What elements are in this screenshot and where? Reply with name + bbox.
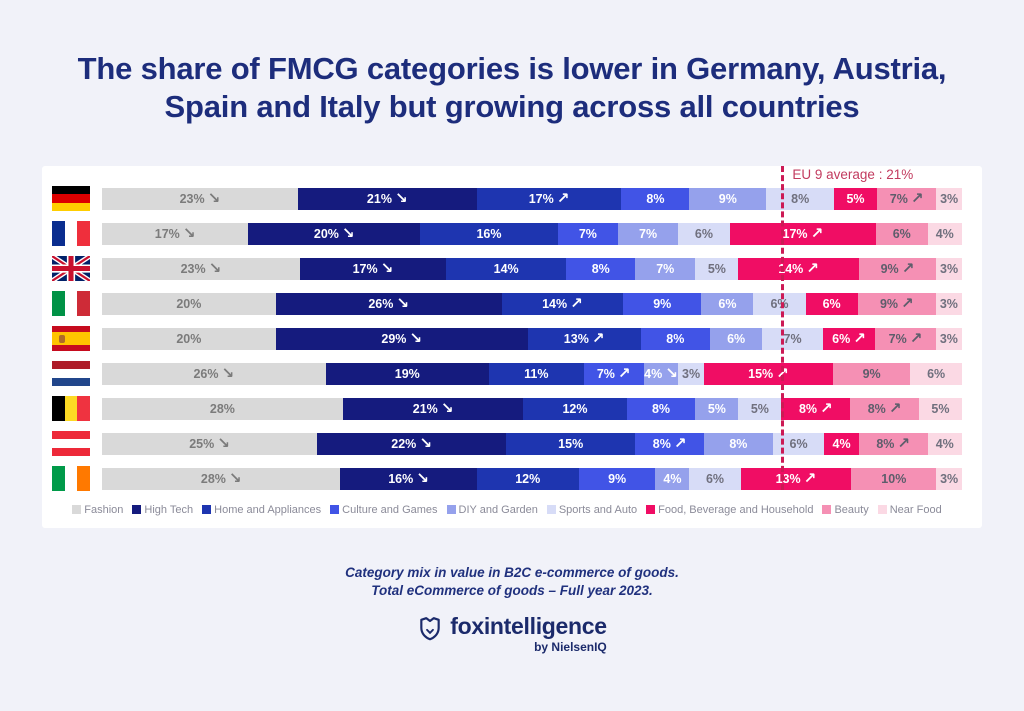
segment-diy-and-garden: 6%: [710, 328, 762, 350]
trend-up-icon: ↗: [909, 329, 923, 348]
footnote-line1: Category mix in value in B2C e-commerce of goods.: [345, 564, 679, 580]
stacked-bar-germany: [102, 188, 962, 210]
segment-fashion: 17% ↘: [102, 223, 248, 245]
segment-food-beverage-and-household: 14% ↗: [738, 258, 858, 280]
legend-label: DIY and Garden: [458, 503, 538, 516]
segment-home-and-appliances: 12%: [477, 468, 579, 490]
segment-culture-and-games: 9%: [623, 293, 701, 315]
trend-down-icon: ↘: [440, 399, 454, 418]
segment-beauty: 7% ↗: [875, 328, 936, 350]
segment-food-beverage-and-household: 6% ↗: [823, 328, 875, 350]
legend-swatch: [72, 505, 81, 514]
segment-diy-and-garden: 7%: [618, 223, 678, 245]
trend-up-icon: ↗: [617, 364, 631, 383]
legend-item-near-food: [878, 504, 942, 516]
segment-high-tech: 21% ↘: [343, 398, 524, 420]
segment-sports-and-auto: 6%: [689, 468, 740, 490]
eu-average-dashed-line: [781, 166, 784, 490]
flag-stripe: [52, 194, 90, 202]
flag-stripe: [52, 291, 65, 316]
segment-near-food: 3%: [936, 188, 962, 210]
flag-belgium-icon: [52, 396, 90, 421]
flag-united-kingdom-icon: [52, 256, 90, 281]
segment-fashion: 28%: [102, 398, 343, 420]
logo-text-block: [450, 614, 607, 654]
trend-up-icon: ↗: [901, 259, 915, 278]
legend-label: Beauty: [834, 503, 869, 516]
segment-fashion: 23% ↘: [102, 258, 300, 280]
flag-france-icon: [52, 221, 90, 246]
flag-stripe: [52, 221, 65, 246]
segment-home-and-appliances: 14%: [446, 258, 566, 280]
segment-diy-and-garden: 9%: [689, 188, 766, 210]
trend-up-icon: ↗: [810, 224, 824, 243]
trend-up-icon: ↗: [556, 189, 570, 208]
stacked-bar-italy: [102, 293, 962, 315]
trend-up-icon: ↗: [901, 294, 914, 313]
segment-culture-and-games: 7%: [558, 223, 618, 245]
segment-food-beverage-and-household: 5%: [834, 188, 877, 210]
segment-near-food: 3%: [936, 328, 962, 350]
chart-legend: [52, 504, 962, 516]
legend-item-diy-and-garden: [447, 504, 538, 516]
flag-stripe: [52, 448, 90, 456]
segment-culture-and-games: 8%: [566, 258, 635, 280]
flag-germany-icon: [52, 186, 90, 211]
legend-swatch: [330, 505, 339, 514]
legend-swatch: [132, 505, 141, 514]
flag-stripe: [52, 345, 90, 351]
trend-down-icon: ↘: [208, 259, 222, 278]
legend-label: Culture and Games: [342, 503, 438, 516]
flag-austria-icon: [52, 431, 90, 456]
legend-swatch: [202, 505, 211, 514]
segment-food-beverage-and-household: 8% ↗: [781, 398, 850, 420]
stacked-bar-austria: [102, 433, 962, 455]
trend-down-icon: ↘: [207, 189, 221, 208]
eu-average-label: EU 9 average : 21%: [792, 166, 914, 182]
stacked-bar-chart: [52, 166, 962, 490]
legend-swatch: [447, 505, 456, 514]
segment-beauty: 7% ↗: [877, 188, 937, 210]
flag-stripe: [52, 439, 90, 447]
segment-high-tech: 29% ↘: [276, 328, 528, 350]
segment-sports-and-auto: 6%: [678, 223, 730, 245]
segment-high-tech: 16% ↘: [340, 468, 476, 490]
trend-up-icon: ↗: [591, 329, 605, 348]
segment-near-food: 6%: [910, 363, 962, 385]
segment-beauty: 8% ↗: [859, 433, 928, 455]
segment-sports-and-auto: 5%: [738, 398, 781, 420]
segment-home-and-appliances: 14% ↗: [502, 293, 624, 315]
stacked-bar-spain: [102, 328, 962, 350]
trend-down-icon: ↘: [409, 329, 422, 348]
segment-beauty: 6%: [876, 223, 928, 245]
legend-swatch: [822, 505, 831, 514]
legend-item-beauty: [822, 504, 868, 516]
stacked-bar-united-kingdom: [102, 258, 962, 280]
segment-high-tech: 26% ↘: [276, 293, 502, 315]
trend-up-icon: ↗: [897, 434, 910, 453]
segment-fashion: 23% ↘: [102, 188, 298, 210]
segment-food-beverage-and-household: 6%: [806, 293, 858, 315]
segment-home-and-appliances: 11%: [489, 363, 584, 385]
trend-up-icon: ↗: [803, 469, 817, 488]
trend-down-icon: ↘: [416, 469, 429, 488]
flag-italy-icon: [52, 291, 90, 316]
country-row-germany: [52, 188, 962, 210]
flag-stripe: [52, 466, 65, 491]
trend-down-icon: ↘: [380, 259, 394, 278]
country-row-spain: [52, 328, 962, 350]
trend-down-icon: ↘: [394, 189, 408, 208]
trend-down-icon: ↘: [341, 224, 355, 243]
trend-up-icon: ↗: [776, 364, 789, 383]
segment-high-tech: 17% ↘: [300, 258, 446, 280]
segment-culture-and-games: 7% ↗: [584, 363, 644, 385]
flag-stripe: [52, 378, 90, 386]
flag-spain-icon: [52, 326, 90, 351]
segment-culture-and-games: 9%: [579, 468, 656, 490]
segment-diy-and-garden: 8%: [704, 433, 773, 455]
legend-item-culture-and-games: [330, 504, 437, 516]
segment-culture-and-games: 8%: [641, 328, 710, 350]
stacked-bar-belgium: [102, 398, 962, 420]
country-row-belgium: [52, 398, 962, 420]
flag-stripe: [52, 203, 90, 211]
segment-diy-and-garden: 4% ↘: [644, 363, 678, 385]
flag-stripe: [52, 369, 90, 377]
trend-up-icon: ↗: [570, 294, 583, 313]
footnote-line2: Total eCommerce of goods – Full year 2023.: [371, 582, 653, 598]
legend-swatch: [547, 505, 556, 514]
segment-fashion: 28% ↘: [102, 468, 340, 490]
segment-fashion: 20%: [102, 328, 276, 350]
trend-down-icon: ↘: [419, 434, 432, 453]
segment-near-food: 4%: [928, 433, 962, 455]
segment-food-beverage-and-household: 4%: [824, 433, 858, 455]
stacked-bar-netherlands: [102, 363, 962, 385]
flag-stripe: [77, 291, 90, 316]
flag-stripe: [77, 396, 90, 421]
flag-stripe: [77, 221, 90, 246]
segment-home-and-appliances: 16%: [420, 223, 558, 245]
trend-down-icon: ↘: [221, 364, 235, 383]
trend-up-icon: ↗: [820, 399, 833, 418]
segment-high-tech: 22% ↘: [317, 433, 506, 455]
legend-item-sports-and-auto: [547, 504, 637, 516]
legend-label: Food, Beverage and Household: [658, 503, 814, 516]
segment-near-food: 3%: [936, 258, 962, 280]
segment-sports-and-auto: 3%: [678, 363, 704, 385]
fox-head-icon: [417, 616, 443, 642]
segment-high-tech: 20% ↘: [248, 223, 420, 245]
segment-home-and-appliances: 13% ↗: [528, 328, 641, 350]
flag-stripe: [65, 221, 78, 246]
segment-culture-and-games: 8%: [627, 398, 696, 420]
segment-food-beverage-and-household: 17% ↗: [730, 223, 876, 245]
segment-home-and-appliances: 17% ↗: [477, 188, 622, 210]
flag-stripe: [52, 361, 90, 369]
flag-stripe: [52, 431, 90, 439]
flag-stripe: [65, 466, 78, 491]
legend-swatch: [646, 505, 655, 514]
flag-stripe: [52, 186, 90, 194]
segment-beauty: 9% ↗: [858, 293, 936, 315]
legend-label: High Tech: [144, 503, 194, 516]
segment-beauty: 9%: [833, 363, 910, 385]
segment-sports-and-auto: 8%: [766, 188, 834, 210]
legend-swatch: [878, 505, 887, 514]
segment-diy-and-garden: 6%: [701, 293, 753, 315]
flag-stripe: [77, 466, 90, 491]
flag-stripe: [65, 291, 78, 316]
segment-home-and-appliances: 15%: [506, 433, 635, 455]
trend-up-icon: ↗: [853, 329, 866, 348]
segment-fashion: 20%: [102, 293, 276, 315]
segment-beauty: 8% ↗: [850, 398, 919, 420]
segment-food-beverage-and-household: 15% ↗: [704, 363, 833, 385]
trend-down-icon: ↘: [665, 364, 678, 383]
segment-diy-and-garden: 4%: [655, 468, 689, 490]
foxintelligence-logo: [0, 614, 1024, 654]
segment-food-beverage-and-household: 13% ↗: [741, 468, 852, 490]
segment-fashion: 26% ↘: [102, 363, 326, 385]
trend-up-icon: ↗: [888, 399, 902, 418]
country-row-ireland: [52, 468, 962, 490]
segment-near-food: 3%: [936, 468, 962, 490]
segment-home-and-appliances: 12%: [523, 398, 626, 420]
country-row-france: [52, 223, 962, 245]
flag-stripe: [52, 332, 90, 345]
flag-stripe: [52, 396, 65, 421]
segment-fashion: 25% ↘: [102, 433, 317, 455]
segment-near-food: 3%: [936, 293, 962, 315]
trend-up-icon: ↗: [910, 189, 924, 208]
trend-down-icon: ↘: [182, 224, 196, 243]
legend-item-home-and-appliances: [202, 504, 321, 516]
segment-near-food: 4%: [928, 223, 962, 245]
segment-sports-and-auto: 7%: [762, 328, 823, 350]
segment-sports-and-auto: 6%: [773, 433, 825, 455]
legend-item-fashion: [72, 504, 123, 516]
segment-diy-and-garden: 7%: [635, 258, 695, 280]
union-jack-icon: [52, 256, 90, 281]
legend-label: Home and Appliances: [214, 503, 322, 516]
legend-label: Near Food: [889, 503, 942, 516]
country-row-united-kingdom: [52, 258, 962, 280]
flag-emblem: [59, 335, 65, 343]
segment-sports-and-auto: 5%: [695, 258, 738, 280]
trend-down-icon: ↘: [396, 294, 409, 313]
segment-sports-and-auto: 6%: [753, 293, 805, 315]
logo-name: foxintelligence: [450, 613, 607, 640]
logo-byline: by NielsenIQ: [534, 640, 607, 655]
trend-up-icon: ↗: [673, 434, 687, 453]
segment-culture-and-games: 8% ↗: [635, 433, 704, 455]
flag-ireland-icon: [52, 466, 90, 491]
trend-up-icon: ↗: [806, 259, 819, 278]
country-row-netherlands: [52, 363, 962, 385]
segment-high-tech: 19%: [326, 363, 489, 385]
country-row-austria: [52, 433, 962, 455]
legend-label: Fashion: [84, 503, 124, 516]
flag-netherlands-icon: [52, 361, 90, 386]
segment-diy-and-garden: 5%: [695, 398, 738, 420]
country-row-italy: [52, 293, 962, 315]
trend-down-icon: ↘: [217, 434, 230, 453]
segment-near-food: 5%: [919, 398, 962, 420]
stacked-bar-ireland: [102, 468, 962, 490]
chart-card: [42, 166, 982, 528]
stacked-bar-france: [102, 223, 962, 245]
flag-stripe: [65, 396, 78, 421]
legend-item-food-beverage-and-household: [646, 504, 813, 516]
chart-footnote: [0, 564, 1024, 600]
legend-label: Sports and Auto: [558, 503, 638, 516]
trend-down-icon: ↘: [228, 469, 242, 488]
page-title: The share of FMCG categories is lower in Germany, Austria, Spain and Italy but growing across all countries: [77, 51, 947, 124]
segment-beauty: 9% ↗: [859, 258, 936, 280]
legend-item-high-tech: [132, 504, 193, 516]
segment-culture-and-games: 8%: [621, 188, 689, 210]
segment-high-tech: 21% ↘: [298, 188, 477, 210]
segment-beauty: 10%: [851, 468, 936, 490]
